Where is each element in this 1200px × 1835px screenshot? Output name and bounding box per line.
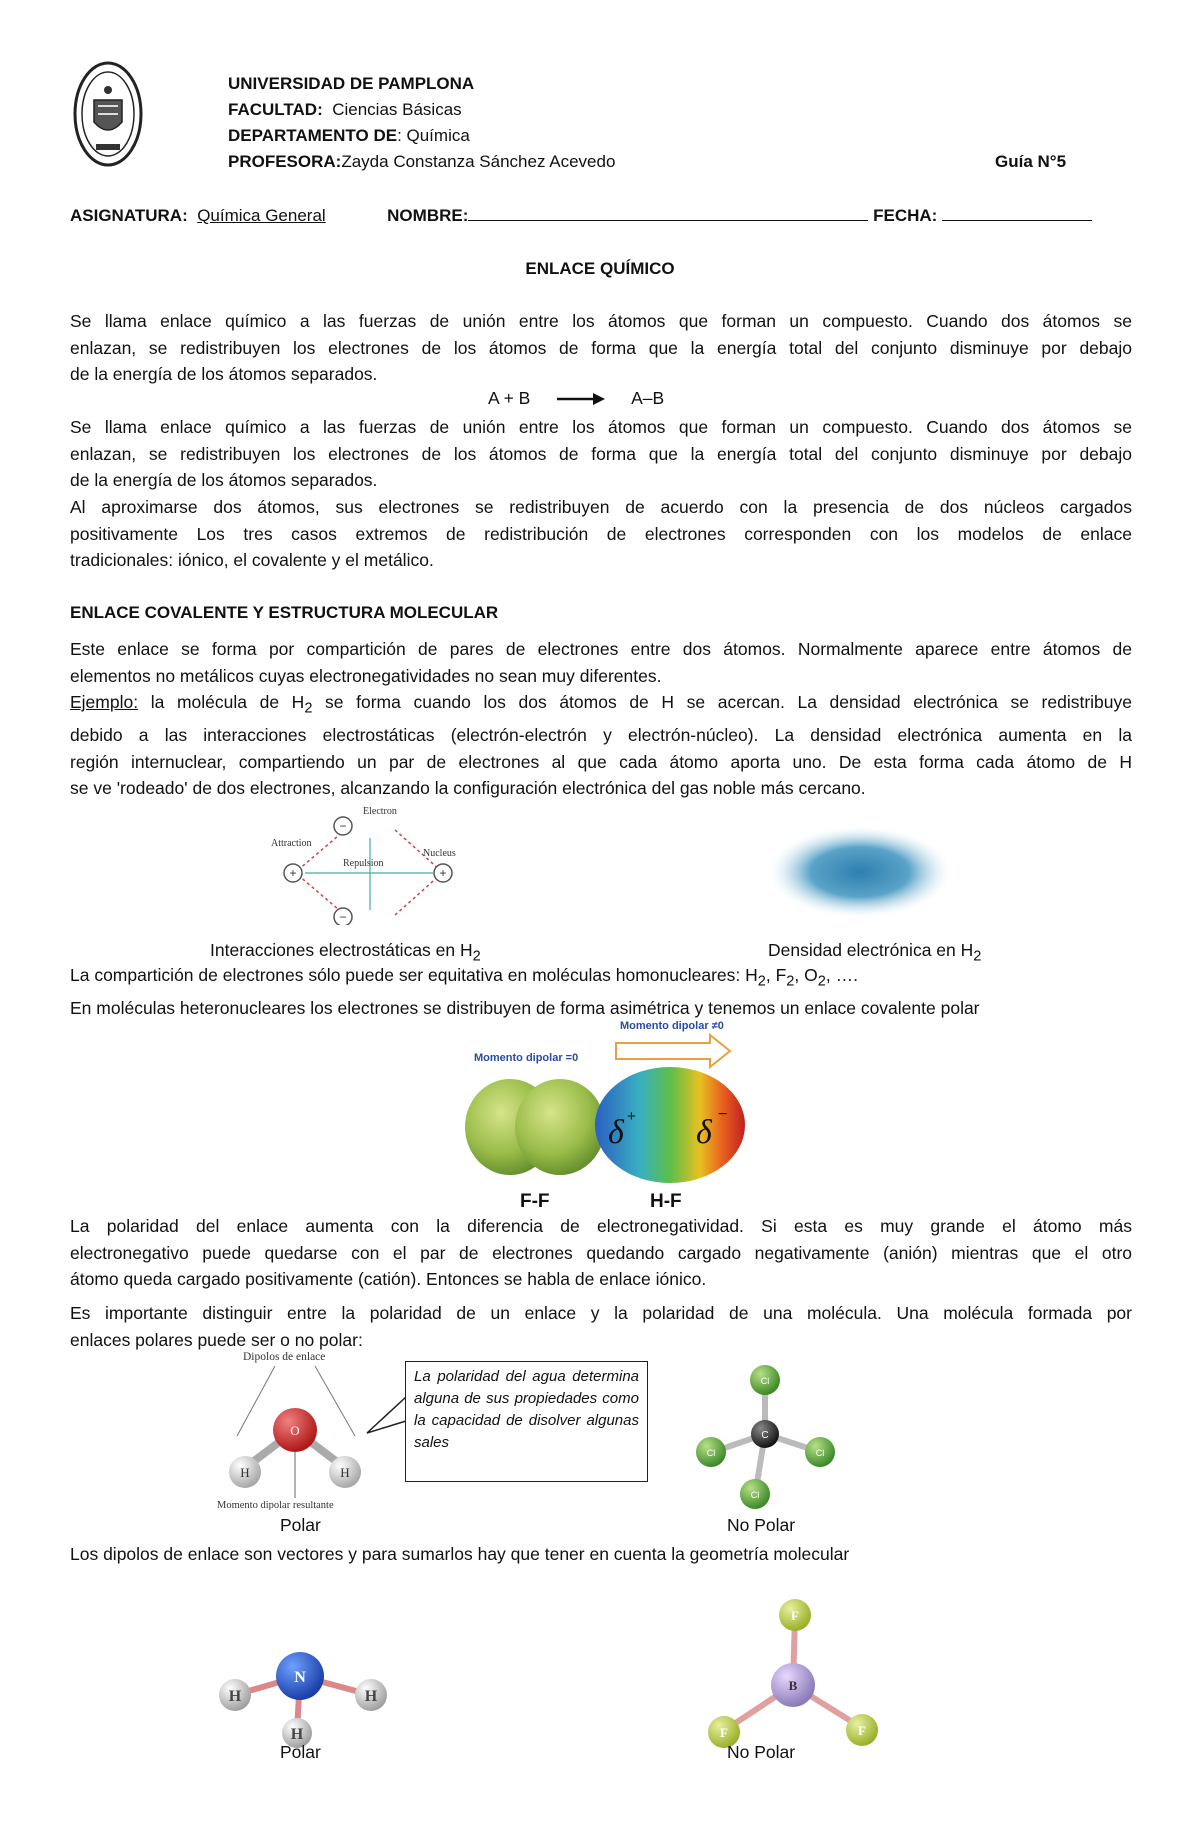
polarity-paragraph-1: La polaridad del enlace aumenta con la diferencia de electronegatividad. Si esta es muy grande el átomo más electronegativo puede quedarse con el par de electrones quedando cargado negativamente (anión) mientras que el otro átomo queda cargado positivamente (catión). Entonces se habla de enlace iónico. (70, 1216, 1132, 1289)
guide-number: Guía N°5 (995, 152, 1067, 171)
svg-text:Nucleus: Nucleus (423, 848, 456, 859)
bf3-molecule-figure (700, 1590, 880, 1750)
professor-line: PROFESORA:Zayda Constanza Sánchez Acevedo (228, 152, 616, 171)
example-paragraph: Ejemplo: la molécula de $H_2$ se forma cuando los dos átomos de H se acercan. La densidad electrónica se redistribuye debido a las interacciones electrostáticas (electrón-electrón y electrón-núcleo). La densidad electrónica aumenta en la región internuclear, compartiendo un par de electrones al que cada átomo aporta uno. De esta forma cada átomo de H se ve 'rodeado' de dos electrones, alcanzando la configuración electrónica del gas noble más cercano. (70, 692, 1132, 798)
subject-value: Química General (197, 206, 326, 225)
svg-text:Cl: Cl (706, 1448, 716, 1458)
svg-text:Cl: Cl (760, 1376, 770, 1386)
caption-water-polar: Polar (280, 1515, 321, 1535)
intro-paragraph-3: Al aproximarse dos átomos, sus electrones se redistribuyen de acuerdo con la presencia de dos núcleos cargados positivamente Los tres casos extremos de redistribución de electrones corresponden con los modelos de enlace tradicionales: iónico, el covalente y el metálico. (70, 497, 1132, 570)
svg-text:H: H (228, 1688, 242, 1705)
svg-text:N: N (294, 1669, 306, 1686)
svg-text:Momento dipolar ≠0: Momento dipolar ≠0 (620, 1020, 724, 1032)
svg-text:+: + (439, 866, 447, 880)
caption-ccl4-nonpolar: No Polar (727, 1515, 796, 1535)
svg-text:−: − (718, 1106, 728, 1123)
callout-pointer (365, 1395, 410, 1435)
svg-text:Dipolos de enlace: Dipolos de enlace (243, 1351, 326, 1363)
svg-text:H: H (290, 1726, 304, 1743)
ccl4-molecule-figure (695, 1360, 835, 1510)
covalent-paragraph: Este enlace se forma por compartición de pares de electrones entre dos átomos. Normalmente aparece entre átomos de elementos no metálicos cuyas electronegatividades no sean muy diferentes. (70, 639, 1132, 686)
faculty-line: FACULTAD: Ciencias Básicas (228, 100, 462, 119)
water-molecule-figure (215, 1350, 375, 1510)
caption-bf3-nonpolar: No Polar (727, 1742, 796, 1762)
svg-text:Cl: Cl (815, 1448, 825, 1458)
svg-text:H: H (340, 1465, 350, 1480)
svg-text:H: H (240, 1465, 250, 1480)
seal-icon (72, 60, 144, 168)
dipole-arrow-icon (616, 1035, 730, 1067)
svg-text:+: + (627, 1108, 636, 1125)
caption-density: Densidad electrónica en $H_2$ (768, 940, 982, 965)
intro-paragraph-2: Se llama enlace químico a las fuerzas de unión entre los átomos que forman un compuesto. Cuando dos átomos se enlazan, se redistribuyen los electrones de los átomos de forma que la energía total del conjunto disminuye por debajo de la energía de los átomos separados. (70, 417, 1132, 490)
sharing-paragraph: La compartición de electrones sólo puede ser equitativa en moléculas homonucleares: $H_2$, $F_2$, $O_2$, …. En moléculas heteronucleares los electrones se distribuyen de forma asimétrica y tenemos un enlace covalente polar (70, 965, 980, 1018)
svg-text:Cl: Cl (750, 1490, 760, 1500)
department-line: DEPARTAMENTO DE: Química (228, 126, 470, 145)
svg-text:O: O (290, 1423, 300, 1438)
page-title: ENLACE QUÍMICO (525, 259, 675, 278)
reaction-equation: A + B A–B (488, 388, 665, 408)
nucleus-plus-icon: + (289, 866, 297, 880)
section-heading-covalent: ENLACE COVALENTE Y ESTRUCTURA MOLECULAR (70, 603, 499, 622)
water-polarity-callout: La polaridad del agua determina alguna de sus propiedades como la capacidad de disolver algunas sales (405, 1361, 648, 1482)
intro-paragraph-1: Se llama enlace químico a las fuerzas de unión entre los átomos que forman un compuesto. Cuando dos átomos se enlazan, se redistribuyen los electrones de los átomos de forma que la energía total del conjunto disminuye por debajo de la energía de los átomos separados. (70, 311, 1132, 384)
reaction-arrow-icon (557, 392, 605, 406)
svg-text:F: F (858, 1723, 866, 1738)
svg-text:Electron: Electron (363, 806, 397, 817)
date-field[interactable] (942, 220, 1092, 221)
polarity-paragraph-2: Es importante distinguir entre la polaridad de un enlace y la polaridad de una molécula. Una molécula formada por enlaces polares puede ser o no polar: (70, 1303, 1132, 1350)
svg-text:Momento dipolar =0: Momento dipolar =0 (474, 1052, 579, 1064)
electrostatic-diagram (265, 800, 465, 925)
university-seal (72, 60, 144, 168)
ff-molecule (465, 1079, 605, 1175)
svg-text:δ: δ (608, 1114, 624, 1151)
dipole-molecules-figure (460, 1015, 760, 1210)
svg-text:−: − (339, 910, 347, 924)
svg-text:H-F: H-F (650, 1191, 682, 1210)
svg-text:Momento dipolar resultante: Momento dipolar resultante (217, 1500, 334, 1510)
svg-text:δ: δ (696, 1114, 712, 1151)
student-info-line: ASIGNATURA: Química General NOMBRE: FECHA: (70, 203, 1140, 229)
name-field[interactable] (468, 220, 868, 221)
university-name: UNIVERSIDAD DE PAMPLONA (228, 74, 475, 93)
svg-text:F: F (720, 1725, 728, 1740)
electron-minus-icon: − (339, 819, 347, 833)
vectors-paragraph: Los dipolos de enlace son vectores y para sumarlos hay que tener en cuenta la geometría molecular (70, 1544, 850, 1564)
electron-density-cloud (770, 825, 950, 920)
ammonia-molecule-figure (215, 1640, 395, 1750)
svg-text:H: H (364, 1688, 378, 1705)
svg-text:C: C (761, 1430, 769, 1441)
svg-text:Repulsion: Repulsion (343, 858, 384, 869)
caption-electrostatic: Interacciones electrostáticas en $H_2$ (210, 940, 481, 965)
caption-ammonia-polar: Polar (280, 1742, 321, 1762)
svg-text:F-F: F-F (520, 1191, 550, 1210)
svg-text:Attraction: Attraction (271, 838, 312, 849)
svg-text:B: B (788, 1678, 798, 1693)
svg-text:F: F (791, 1608, 799, 1623)
